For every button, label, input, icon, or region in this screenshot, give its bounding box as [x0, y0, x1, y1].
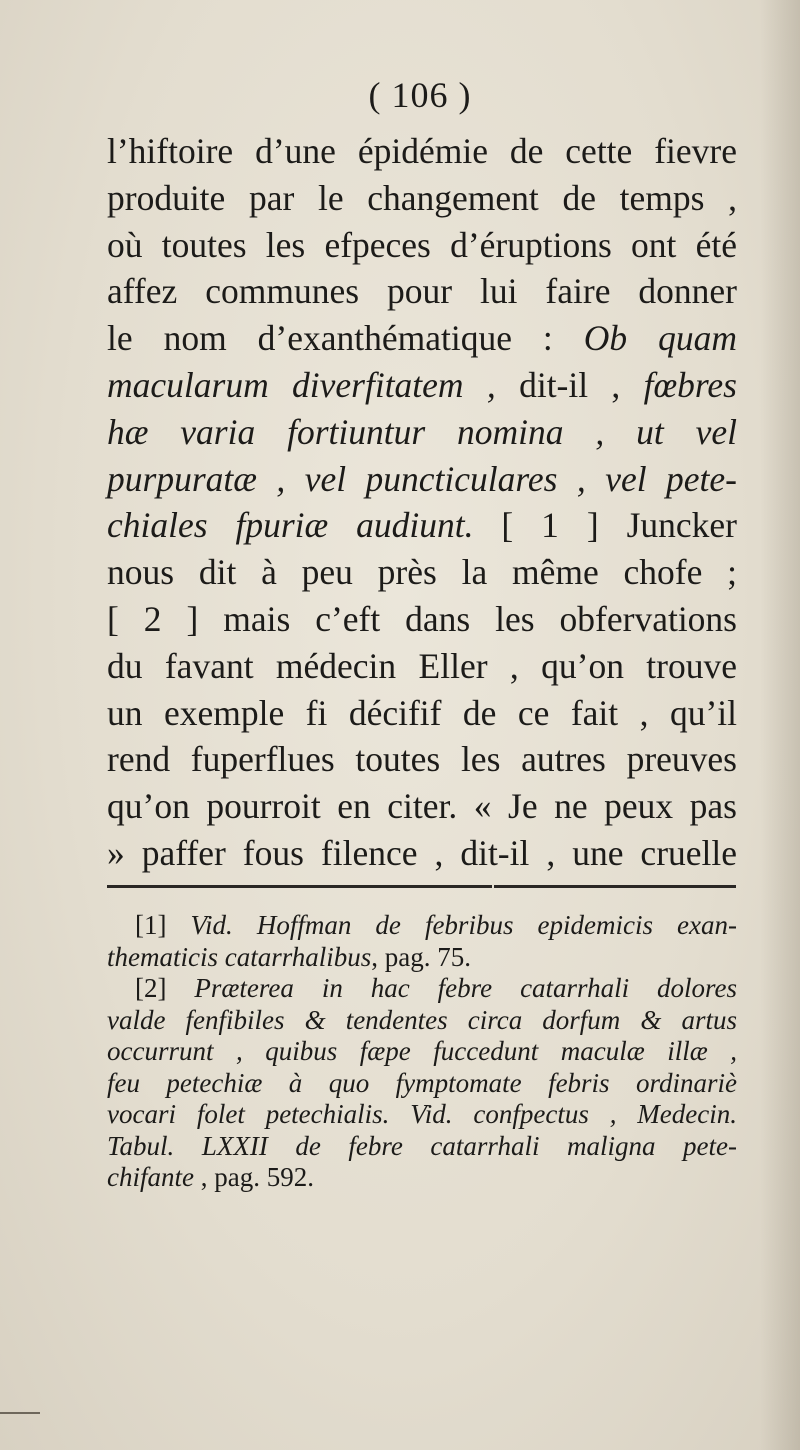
- footnote-text-segment: thematicis catarrhalibus: [107, 941, 372, 972]
- body-text-segment: chiales fpuriæ audiunt.: [107, 505, 502, 546]
- body-text-segment: [ 1 ] Juncker: [501, 505, 738, 546]
- footnote-line: [107, 1036, 737, 1068]
- footnote-line: [107, 942, 737, 974]
- body-line: [107, 736, 737, 783]
- footnote-text-segment: [1]: [135, 910, 191, 940]
- body-text: [107, 128, 737, 877]
- footnote-text-segment: valde fenfibiles & tendentes circa dorfum & artus: [107, 1004, 737, 1035]
- body-line: [107, 362, 737, 409]
- body-text-segment: le nom d’exanthématique :: [107, 318, 584, 359]
- footnote-text-segment: , pag. 75.: [371, 941, 471, 972]
- footnote-text-segment: chifante: [107, 1162, 194, 1192]
- body-text-segment: » paffer fous filence , dit-il , une cruelle: [107, 832, 737, 873]
- body-line: [107, 222, 737, 269]
- body-text-segment: fœbres: [643, 364, 737, 405]
- body-text-segment: nous dit à peu près la même chofe ;: [107, 552, 737, 593]
- body-text-segment: du favant médecin Eller , qu’on trouve: [107, 645, 737, 686]
- page-margin-mark: [0, 1412, 40, 1414]
- body-text-segment: qu’on pourroit en citer. « Je ne peux pas: [107, 786, 737, 827]
- body-line: [107, 783, 737, 830]
- body-text-segment: où toutes les efpeces d’éruptions ont été: [107, 224, 737, 265]
- footnote-line: [107, 1005, 737, 1037]
- body-line: [107, 128, 737, 175]
- body-line: [107, 502, 737, 549]
- body-line: [107, 690, 737, 737]
- page-edge-shadow: [760, 0, 800, 1450]
- body-text-segment: l’hiftoire d’une épidémie de cette fievre: [107, 131, 737, 171]
- footnote-line: [107, 973, 737, 1005]
- body-text-segment: macularum diverfitatem ,: [107, 364, 520, 405]
- footnote-text-segment: Tabul.: [107, 1130, 202, 1161]
- body-line: [107, 409, 737, 456]
- body-line: [107, 175, 737, 222]
- footnote-line: [107, 1162, 737, 1194]
- footnote-text-segment: LXXII: [201, 1130, 296, 1161]
- body-text-segment: affez communes pour lui faire donner: [107, 271, 737, 312]
- footnote-text-segment: , pag. 592.: [193, 1162, 314, 1192]
- footnote-line: [107, 1131, 737, 1163]
- body-line: [107, 268, 737, 315]
- body-text-segment: rend fuperflues toutes les autres preuves: [107, 739, 737, 780]
- footnote-text-segment: [2]: [135, 973, 195, 1003]
- footnote-text-segment: de febre catarrhali maligna pete-: [295, 1130, 737, 1161]
- body-line: [107, 596, 737, 643]
- body-text-segment: [ 2 ] mais c’eft dans les obfervations: [107, 598, 737, 639]
- footnote-line: [107, 1099, 737, 1131]
- body-line: [107, 549, 737, 596]
- body-text-segment: produite par le changement de temps ,: [107, 177, 737, 218]
- footnote-line: [107, 1068, 737, 1100]
- body-text-segment: dit-il ,: [519, 364, 644, 405]
- footnote-text-segment: Vid. Hoffman de febribus epidemicis exan-: [190, 910, 737, 940]
- footnote-rule-right: [494, 885, 736, 888]
- body-text-segment: un exemple fi décifif de ce fait , qu’il: [107, 692, 737, 733]
- body-line: [107, 643, 737, 690]
- body-text-segment: hæ varia fortiuntur nomina , ut vel: [107, 411, 737, 452]
- body-text-segment: purpuratæ , vel puncticulares , vel pete-: [107, 458, 737, 499]
- body-line: [107, 456, 737, 503]
- footnote-rule-left: [107, 885, 492, 888]
- footnote-text-segment: vocari folet petechialis. Vid. confpectus , Medecin.: [107, 1099, 737, 1129]
- page-number: ( 106 ): [368, 75, 472, 115]
- footnote-line: [107, 910, 737, 942]
- footnote-text-segment: occurrunt , quibus fæpe fuccedunt maculæ illæ ,: [107, 1036, 737, 1066]
- body-line: [107, 315, 737, 362]
- footnotes: [107, 910, 737, 1194]
- body-text-segment: Ob quam: [583, 318, 738, 359]
- footnote-text-segment: feu petechiæ à quo fymptomate febris ordinariè: [107, 1067, 737, 1098]
- body-line: [107, 830, 737, 877]
- footnote-text-segment: Præterea in hac febre catarrhali dolores: [194, 973, 738, 1003]
